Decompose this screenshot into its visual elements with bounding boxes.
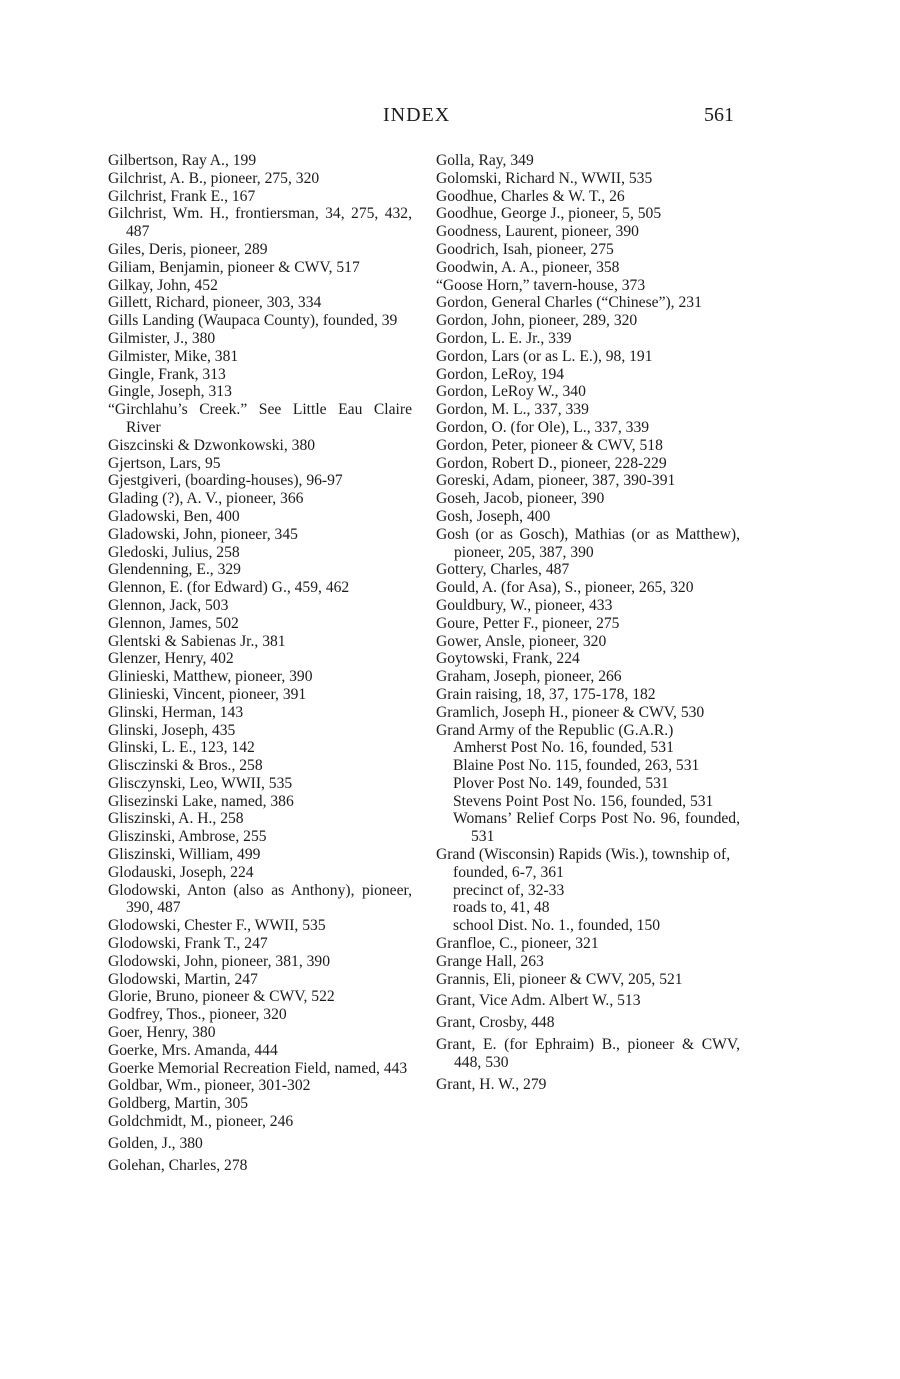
index-entry: Gower, Ansle, pioneer, 320	[436, 632, 607, 650]
index-entry: Gould, A. (for Asa), S., pioneer, 265, 320	[436, 579, 694, 597]
index-entry: Graham, Joseph, pioneer, 266	[436, 668, 622, 686]
index-entry: Gordon, L. E. Jr., 339	[436, 329, 572, 347]
index-entry: Grant, Crosby, 448	[436, 1014, 555, 1032]
index-subentry: precinct of, 32-33	[453, 881, 565, 899]
index-entry: Grange Hall, 263	[436, 952, 544, 970]
index-entry: Gjestgiveri, (boarding-houses), 96-97	[108, 472, 343, 490]
index-entry: Glennon, E. (for Edward) G., 459, 462	[108, 579, 350, 597]
index-entry: Gordon, General Charles (“Chinese”), 231	[436, 294, 702, 312]
index-entry: Goodness, Laurent, pioneer, 390	[436, 223, 639, 241]
index-entry: Goseh, Jacob, pioneer, 390	[436, 490, 605, 508]
index-subentry: Plover Post No. 149, founded, 531	[453, 774, 669, 792]
index-entry: Goodrich, Isah, pioneer, 275	[436, 240, 614, 258]
index-entry: Grant, Vice Adm. Albert W., 513	[436, 992, 641, 1010]
index-entry: Gilchrist, A. B., pioneer, 275, 320	[108, 169, 320, 187]
index-entry: Grant, E. (for Ephraim) B., pioneer & CWV, 448, 530	[436, 1036, 740, 1071]
index-entry: Goodwin, A. A., pioneer, 358	[436, 258, 620, 276]
index-entry: Goerke, Mrs. Amanda, 444	[108, 1041, 278, 1059]
index-entry: Gliszinski, William, 499	[108, 846, 261, 864]
index-entry: Glinieski, Vincent, pioneer, 391	[108, 685, 307, 703]
index-subentry: Womans’ Relief Corps Post No. 96, founded, 531	[453, 810, 740, 846]
index-entry: Glodowski, Chester F., WWII, 535	[108, 917, 326, 935]
page-number: 561	[704, 104, 734, 126]
index-entry: Glinski, Joseph, 435	[108, 721, 236, 739]
index-entry: Gosh, Joseph, 400	[436, 507, 551, 525]
index-entry: Glendenning, E., 329	[108, 561, 241, 579]
index-entry: Godfrey, Thos., pioneer, 320	[108, 1006, 287, 1024]
index-column-right	[436, 152, 740, 1093]
index-entry: Gliszinski, Ambrose, 255	[108, 828, 267, 846]
index-entry: Golden, J., 380	[108, 1134, 203, 1152]
index-entry: Gilbertson, Ray A., 199	[108, 152, 257, 169]
index-entry: “Goose Horn,” tavern-house, 373	[436, 276, 646, 294]
index-entry: Glinski, Herman, 143	[108, 703, 244, 721]
page-title: INDEX	[383, 104, 451, 126]
index-entry: Golehan, Charles, 278	[108, 1156, 248, 1174]
index-entry: Goytowski, Frank, 224	[436, 650, 580, 668]
index-entry: Giles, Deris, pioneer, 289	[108, 240, 268, 258]
index-entry: Glisczinski & Bros., 258	[108, 757, 263, 775]
index-entry: Golla, Ray, 349	[436, 152, 534, 169]
index-entry: Gilmister, Mike, 381	[108, 347, 239, 365]
index-entry: Gillett, Richard, pioneer, 303, 334	[108, 294, 322, 312]
index-entry: Gottery, Charles, 487	[436, 561, 570, 579]
index-entry: Gordon, Robert D., pioneer, 228-229	[436, 454, 667, 472]
index-entry: Gordon, LeRoy W., 340	[436, 383, 586, 401]
index-entry: Goodhue, Charles & W. T., 26	[436, 187, 625, 205]
index-subentry: roads to, 41, 48	[453, 899, 550, 917]
index-entry: Goer, Henry, 380	[108, 1024, 216, 1042]
index-entry: Goerke Memorial Recreation Field, named, 443	[108, 1059, 408, 1077]
index-subentry: founded, 6-7, 361	[453, 863, 564, 881]
index-entry: Gilchrist, Frank E., 167	[108, 187, 256, 205]
index-entry: Giszcinski & Dzwonkowski, 380	[108, 436, 316, 454]
index-entry: Golomski, Richard N., WWII, 535	[436, 169, 653, 187]
index-column-left	[108, 152, 412, 1174]
index-entry: Gosh (or as Gosch), Mathias (or as Matthew), pioneer, 205, 387, 390	[436, 525, 740, 561]
index-entry: Gills Landing (Waupaca County), founded, 39	[108, 312, 398, 330]
index-entry: Glinieski, Matthew, pioneer, 390	[108, 668, 313, 686]
index-entry: Gramlich, Joseph H., pioneer & CWV, 530	[436, 703, 705, 721]
index-entry: Gjertson, Lars, 95	[108, 454, 221, 472]
index-entry: Gordon, Lars (or as L. E.), 98, 191	[436, 347, 653, 365]
index-entry: Grain raising, 18, 37, 175-178, 182	[436, 685, 656, 703]
index-entry: Gladowski, John, pioneer, 345	[108, 525, 298, 543]
index-entry: Glentski & Sabienas Jr., 381	[108, 632, 286, 650]
index-entry: Goreski, Adam, pioneer, 387, 390-391	[436, 472, 676, 490]
index-entry: Glinski, L. E., 123, 142	[108, 739, 255, 757]
index-entry: Gliszinski, A. H., 258	[108, 810, 244, 828]
index-entry: Glodowski, Anton (also as Anthony), pioneer, 390, 487	[108, 881, 412, 917]
index-entry: Grand (Wisconsin) Rapids (Wis.), township of,	[436, 846, 731, 864]
index-entry: Goldberg, Martin, 305	[108, 1095, 249, 1113]
index-entry: Gouldbury, W., pioneer, 433	[436, 596, 613, 614]
index-entry: Gordon, Peter, pioneer & CWV, 518	[436, 436, 663, 454]
index-entry: Glodauski, Joseph, 224	[108, 863, 254, 881]
index-subentry: Amherst Post No. 16, founded, 531	[453, 739, 674, 757]
index-entry: Glodowski, John, pioneer, 381, 390	[108, 952, 331, 970]
index-entry: Gordon, LeRoy, 194	[436, 365, 565, 383]
index-entry: Glennon, James, 502	[108, 614, 239, 632]
index-entry: Grannis, Eli, pioneer & CWV, 205, 521	[436, 970, 683, 988]
index-entry: Goure, Petter F., pioneer, 275	[436, 614, 620, 632]
index-entry: Gordon, M. L., 337, 339	[436, 401, 589, 419]
index-subentry: Stevens Point Post No. 156, founded, 531	[453, 792, 714, 810]
index-entry: Gilkay, John, 452	[108, 276, 218, 294]
index-entry: Gingle, Frank, 313	[108, 365, 226, 383]
index-entry: Glorie, Bruno, pioneer & CWV, 522	[108, 988, 335, 1006]
index-entry: Glodowski, Frank T., 247	[108, 935, 268, 953]
index-entry: Goodhue, George J., pioneer, 5, 505	[436, 205, 662, 223]
index-entry: Grand Army of the Republic (G.A.R.)	[436, 721, 674, 739]
index-entry: Gilmister, J., 380	[108, 329, 216, 347]
index-subentry: school Dist. No. 1., founded, 150	[453, 917, 661, 935]
index-entry: Glennon, Jack, 503	[108, 596, 229, 614]
index-entry: Gledoski, Julius, 258	[108, 543, 240, 561]
index-entry: Glading (?), A. V., pioneer, 366	[108, 490, 304, 508]
index-entry: Giliam, Benjamin, pioneer & CWV, 517	[108, 258, 360, 276]
index-entry: Glodowski, Martin, 247	[108, 970, 258, 988]
index-entry: Gladowski, Ben, 400	[108, 507, 240, 525]
index-entry: Gilchrist, Wm. H., frontiersman, 34, 275, 432, 487	[108, 205, 412, 241]
index-entry: Glisezinski Lake, named, 386	[108, 792, 294, 810]
index-subentry: Blaine Post No. 115, founded, 263, 531	[453, 757, 700, 775]
page-header	[0, 100, 900, 134]
index-entry: Granfloe, C., pioneer, 321	[436, 935, 599, 953]
index-entry: Glisczynski, Leo, WWII, 535	[108, 774, 293, 792]
index-entry: Gordon, O. (for Ole), L., 337, 339	[436, 418, 650, 436]
index-entry: “Girchlahu’s Creek.” See Little Eau Claire River	[108, 401, 412, 436]
index-entry: Gingle, Joseph, 313	[108, 383, 232, 401]
index-entry: Gordon, John, pioneer, 289, 320	[436, 312, 638, 330]
index-entry: Glenzer, Henry, 402	[108, 650, 234, 668]
index-entry: Goldbar, Wm., pioneer, 301-302	[108, 1077, 311, 1095]
index-entry: Goldchmidt, M., pioneer, 246	[108, 1113, 294, 1131]
index-entry: Grant, H. W., 279	[436, 1075, 547, 1093]
